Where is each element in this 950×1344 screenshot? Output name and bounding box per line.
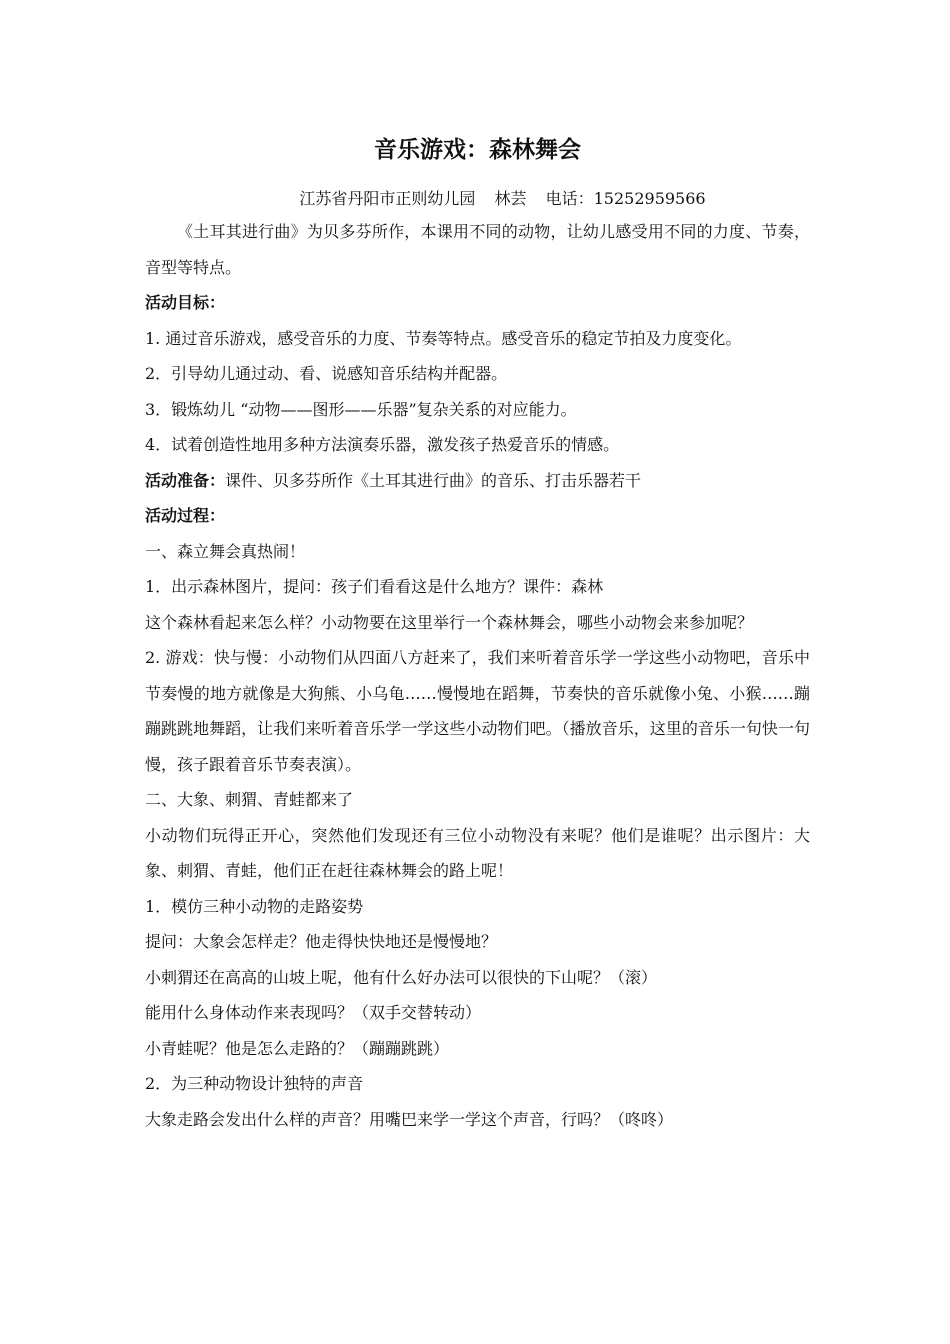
goal-item: 2．引导幼儿通过动、看、说感知音乐结构并配器。 [145, 364, 508, 383]
process-line: 小青蛙呢？他是怎么走路的？（蹦蹦跳跳） [145, 1038, 450, 1058]
process-line: 1．出示森林图片，提问：孩子们看看这是什么地方？课件：森林 [145, 577, 604, 596]
goal-item: 4．试着创造性地用多种方法演奏乐器，激发孩子热爱音乐的情感。 [145, 435, 620, 454]
prep-paragraph [145, 463, 810, 499]
byline-school: 江苏省丹阳市正则幼儿园 [299, 189, 476, 208]
process-line: 这个森林看起来怎么样？小动物要在这里举行一个森林舞会，哪些小动物会来参加呢？ [145, 612, 754, 632]
prep-heading: 活动准备： [145, 470, 226, 490]
process-line: 2. 游戏：快与慢：小动物们从四面八方赶来了，我们来听着音乐学一学这些小动物吧，音乐中节奏慢的地方就像是大狗熊、小乌龟……慢慢地在蹈舞，节奏快的音乐就像小兔、小猴……蹦蹦跳跳地舞蹈，让我们来听着音乐学一学这些小动物们吧。（播放音乐，这里的音乐一句快一句慢，孩子跟着音乐节奏表演）。 [145, 648, 810, 774]
process-line: 2．为三种动物设计独特的声音 [145, 1074, 364, 1093]
process-line: 提问：大象会怎样走？他走得快快地还是慢慢地？ [145, 932, 498, 951]
goal-item: 1. 通过音乐游戏，感受音乐的力度、节奏等特点。感受音乐的稳定节拍及力度变化。 [145, 328, 742, 348]
process-line: 一、森立舞会真热闹！ [145, 541, 306, 561]
goals-heading: 活动目标： [145, 293, 226, 312]
byline-phone: 电话：15252959566 [545, 189, 706, 208]
prep-text: 课件、贝多芬所作《土耳其进行曲》的音乐、打击乐器若干 [225, 470, 642, 490]
document-page [145, 130, 810, 1137]
process-heading: 活动过程： [145, 506, 226, 525]
process-line: 大象走路会发出什么样的声音？用嘴巴来学一学这个声音，行吗？（咚咚） [145, 1109, 674, 1129]
byline-author: 林芸 [494, 189, 527, 208]
byline [145, 184, 810, 214]
process-line: 能用什么身体动作来表现吗？（双手交替转动） [145, 1003, 482, 1022]
goal-item: 3．锻炼幼儿 “动物——图形——乐器”复杂关系的对应能力。 [145, 399, 577, 419]
intro-paragraph: 《土耳其进行曲》为贝多芬所作，本课用不同的动物，让幼儿感受用不同的力度、节奏，音型等特点。 [145, 222, 810, 277]
process-line: 二、大象、刺猬、青蛙都来了 [145, 790, 354, 809]
process-line: 1．模仿三种小动物的走路姿势 [145, 896, 364, 916]
document-title: 音乐游戏：森林舞会 [374, 137, 581, 163]
process-line: 小动物们玩得正开心，突然他们发现还有三位小动物没有来呢？他们是谁呢？出示图片：大象、刺猬、青蛙，他们正在赶往森林舞会的路上呢！ [145, 825, 810, 880]
process-line: 小刺猬还在高高的山坡上呢，他有什么好办法可以很快的下山呢？（滚） [145, 967, 658, 987]
